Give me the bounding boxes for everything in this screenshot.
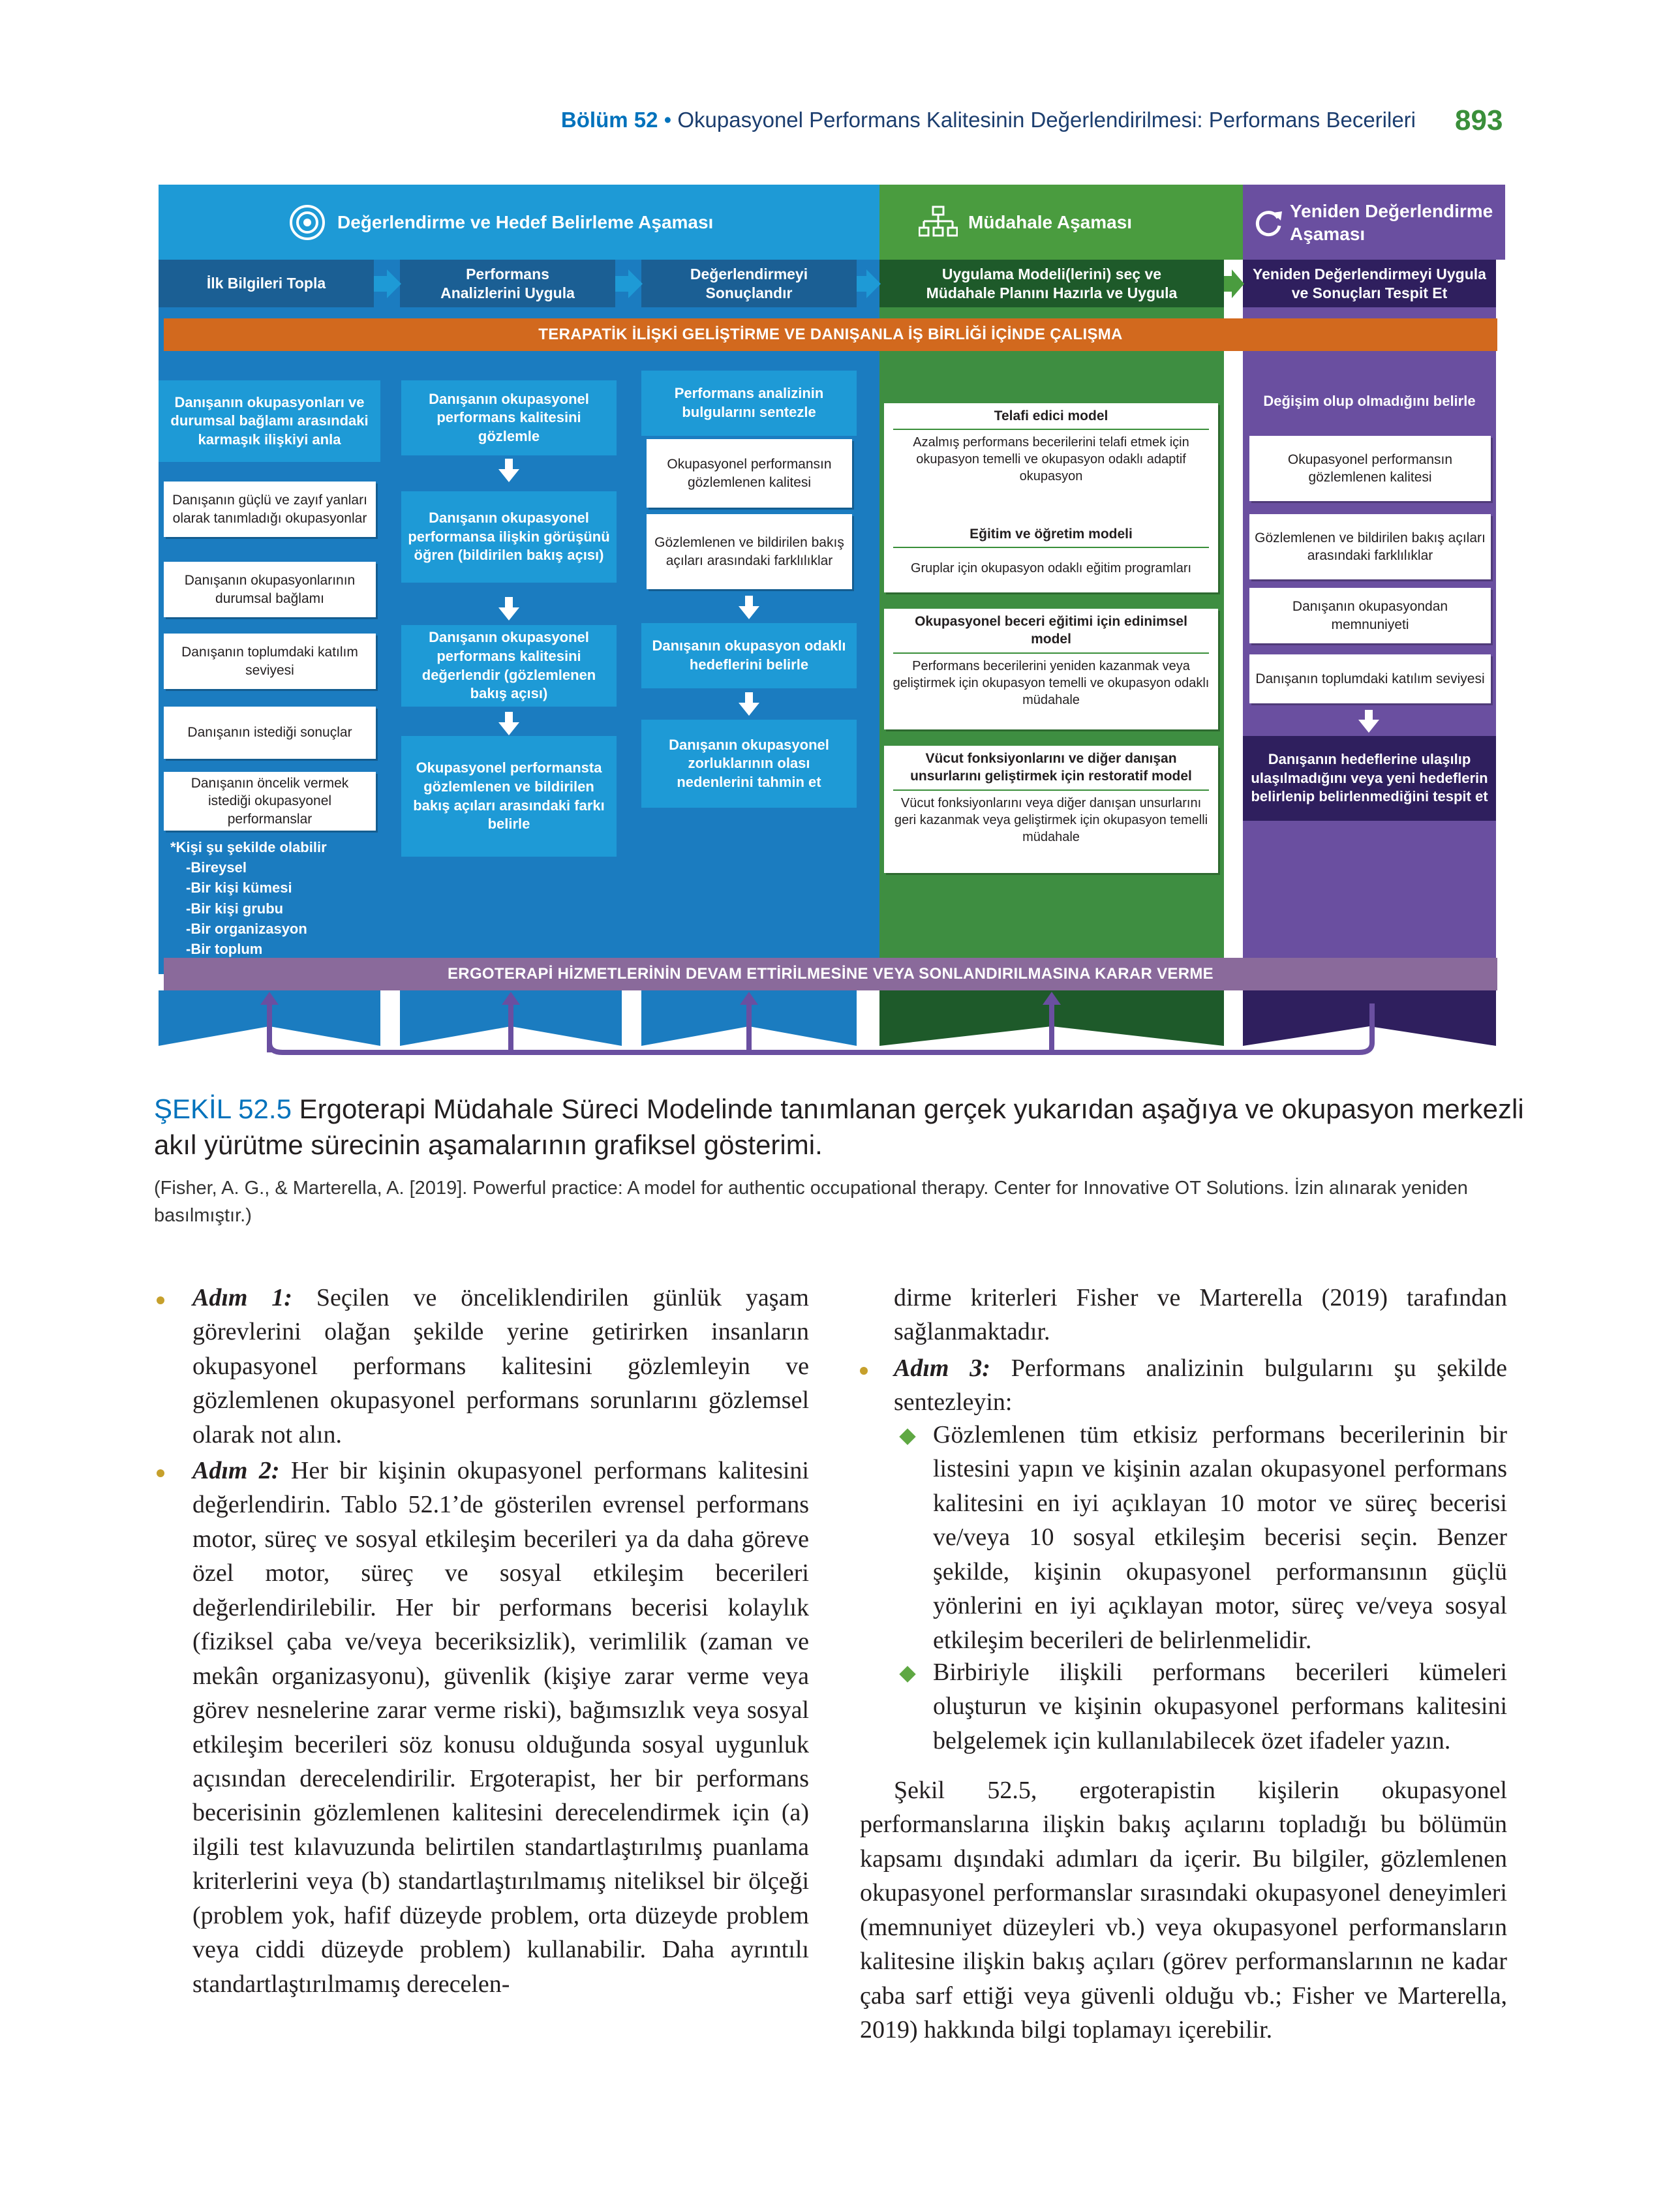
col1-card-4 [164,707,376,759]
col5-result-text: Danışanın hedeflerine ulaşılıp ulaşılmadığını veya yeni hedeflerin belirlenip belirlenmediğini tespit et [1251,751,1488,805]
page-number: 893 [1455,104,1503,136]
bottom-band [164,958,1497,990]
phase-assessment-label: Değerlendirme ve Hedef Belirleme Aşaması [337,211,714,232]
feedback-loop-arrows [159,990,1496,1056]
col5-card-2-text: Gözlemlenen ve bildirilen bakış açıları arasındaki farklılıklar [1255,530,1486,563]
col1-card-3 [164,634,376,689]
col5-heading [1243,380,1496,423]
col1-card-2 [164,562,376,617]
col3-item-1 [641,623,857,688]
col2-item-3 [401,625,617,707]
col1-note-item: -Bireysel [186,859,247,876]
step-arrows [159,269,1496,302]
down-arrow-stem [505,712,513,722]
figure-caption-text: Ergoterapi Müdahale Süreci Modelinde tanımlanan gerçek yukarıdan aşağıya ve okupasyon merkezli akıl yürütme sürecinin aşamalarının grafiksel gösterimi. [154,1094,1524,1161]
col3-heading [641,371,857,436]
step2-continuation [894,1281,1507,1349]
col5-card-4-text: Danışanın toplumdaki katılım seviyesi [1255,671,1485,686]
col3-card-2-text: Gözlemlenen ve bildirilen bakış açıları arasındaki farklılıklar [654,535,844,568]
phase-intervention-label: Müdahale Aşaması [968,211,1133,232]
col5-heading-text: Değişim olup olmadığını belirle [1263,393,1476,410]
running-header [418,108,1416,132]
phase-reassessment-label: Yeniden Değerlendirme Aşaması [1290,200,1493,244]
down-arrow-stem [505,459,513,469]
down-arrow-icon [739,606,759,619]
header-bullet: • [664,108,672,132]
step-intervention-plan-label: Uygulama Modeli(lerini) seç ve Müdahale Planını Hazırla ve Uygula [926,265,1178,301]
step2-text: Her bir kişinin okupasyonel performans kalitesini değerlendirin. Tablo 52.1’de gösterilen evrensel performans motor, süreç ve sosyal etkileşim becerileri ya da daha göreve özel motor, süreç ve sosyal etkileşim becerileri değerlendirilebilir. Her bir performans becerisi kolaylık (fiziksel çaba ve/veya beceriksizlik), verimlilik (zaman ve mekân organizasyonu), güvenlik (kişiye zarar verme veya görev nesnelerine zarar verme riski), bağımsızlık veya sosyal etkileşim becerileri söz konusu olduğunda sosyal uygunluk açısından derecelendirilir. Ergoterapist, her bir performans becerisinin gözlemlenen kalitesini derecelendirmek için (a) ilgili test kılavuzunda belirtilen standartlaştırılmış puanlama kriterlerini veya (b) standartlaştırılmamış niteliksel bir ölçeği (problem yok, hafif düzeyde problem, orta düzeyde problem veya ciddi düzeyde problem) kullanabilir. Daha ayrıntılı standartlaştırılmamış derecelen- [192,1457,809,1998]
col1-note-item: -Bir toplum [186,941,263,958]
top-band [164,318,1497,351]
step1-text: Seçilen ve önceliklendirilen günlük yaşam görevlerini olağan şekilde yerine getirirken insanların okupasyonel performans kalitesini gözlemleyin ve gözlemlenen okupasyonel performans sorunlarını gözlemsel olarak not alın. [192,1284,809,1448]
col5-card-3 [1249,588,1491,643]
col5-card-1 [1249,436,1491,501]
col1-note-title: *Kişi şu şekilde olabilir [170,839,327,855]
col1-note [170,837,366,959]
down-arrow-stem [745,692,753,703]
figure-caption [154,1091,1524,1163]
down-arrow-icon [498,722,519,735]
down-arrow-stem [505,597,513,607]
col1-card-1 [164,482,376,537]
chapter-title: Okupasyonel Performans Kalitesinin Değerlendirilmesi: Performans Becerileri [677,108,1416,132]
down-arrow-icon [1358,720,1379,733]
col3-item-2-text: Danışanın okupasyonel zorluklarının olası nedenlerini tahmin et [669,736,829,790]
step3-label: Adım 3: [894,1355,990,1382]
col1-card-4-text: Danışanın istediği sonuçlar [187,725,352,741]
col1-note-item: -Bir organizasyon [186,920,307,937]
figure-source: (Fisher, A. G., & Marterella, A. [2019]. Powerful practice: A model for authentic occupational therapy. Center for Innovative OT Solutions. İzin alınarak yeniden basılmıştır.) [154,1178,1468,1227]
col3-card-1 [647,439,852,508]
col2-item-2-text: Danışanın okupasyonel performansa ilişkin görüşünü öğren (bildirilen bakış açısı) [408,510,610,564]
model-compensatory-desc: Azalmış performans becerilerini telafi etmek için okupasyon temelli ve okupasyon odaklı adaptif okupasyon [913,435,1189,484]
step1-label: Adım 1: [192,1284,292,1311]
model-acquisitional-desc: Performans becerilerini yeniden kazanmak veya geliştirmek için okupasyon temelli ve okupasyon odaklı müdahale [893,658,1210,707]
phase-reassessment [1243,185,1505,260]
col2-item-1-text: Danışanın okupasyonel performans kalitesini gözlemle [429,390,589,444]
step-performance-analysis-label: Performans Analizlerini Uygula [440,265,575,301]
col5-card-1-text: Okupasyonel performansın gözlemlenen kalitesi [1287,452,1453,485]
col1-card-3-text: Danışanın toplumdaki katılım seviyesi [181,645,358,678]
model-acquisitional [884,609,1218,729]
step2-label: Adım 2: [192,1457,280,1484]
col3-heading-text: Performans analizinin bulgularını sentezle [674,385,824,420]
model-education-desc: Gruplar için okupasyon odaklı eğitim programları [910,561,1192,576]
col2-item-4-text: Okupasyonel performansta gözlemlenen ve bildirilen bakış açıları arasındaki farkı belirle [413,759,605,833]
step3-text: Performans analizinin bulgularını şu şekilde sentezleyin: [894,1355,1507,1416]
model-restorative-desc: Vücut fonksiyonlarını veya diğer danışan unsurlarını geri kazanmak veya geliştirmek için okupasyon temelli müdahale [894,795,1208,844]
col3-card-2 [647,514,852,589]
down-arrow-icon [498,469,519,482]
figure-label: ŞEKİL 52.5 [154,1094,292,1124]
col5-card-2 [1249,514,1491,579]
step-gather-info-label: İlk Bilgileri Topla [206,275,326,292]
phase-intervention [879,185,1263,260]
col1-card-5-text: Danışanın öncelik vermek istediği okupasyonel performanslar [191,776,349,827]
col3-item-1-text: Danışanın okupasyon odaklı hedeflerini belirle [652,637,846,673]
bottom-band-label: ERGOTERAPİ HİZMETLERİNİN DEVAM ETTİRİLMESİNE VEYA SONLANDIRILMASINA KARAR VERME [448,965,1214,983]
col3-card-1-text: Okupasyonel performansın gözlemlenen kalitesi [667,457,832,490]
col1-heading [159,380,380,462]
step1-paragraph [192,1281,809,1452]
model-compensatory-title: Telafi edici model [893,403,1209,430]
model-education-title: Eğitim ve öğretim modeli [893,517,1209,548]
model-restorative-title: Vücut fonksiyonlarını ve diğer danışan unsurlarını geliştirmek için restoratif model [893,746,1209,791]
col2-item-2 [401,491,617,583]
col5-result [1243,736,1496,821]
chapter-label: Bölüm 52 [560,108,658,132]
bullet-icon [157,1469,164,1477]
col3-item-2 [641,720,857,808]
refresh-icon [1252,206,1285,239]
col2-item-3-text: Danışanın okupasyonel performans kalitesini değerlendir (gözlemlenen bakış açısı) [421,629,596,702]
model-education [884,517,1218,592]
model-restorative [884,746,1218,873]
down-arrow-icon [498,607,519,620]
bullet-icon [860,1367,868,1375]
closing-paragraph-text: Şekil 52.5, ergoterapistin kişilerin okupasyonel performanslarına ilişkin bakış açılarını topladığı bu bölümün kapsamı dışındaki adımları da içerir. Bu bilgiler, gözlemlenen okupasyonel performanslar sırasındaki okupasyonel deneyimleri (memnuniyet düzeyleri vb.) veya okupasyonel performansların kalitesine ilişkin bakış açıları (görev performanslarının ne kadar çaba sarf ettiği veya güvenli olduğu vb.; Fisher ve Marterella, 2019) hakkında bilgi toplamayı içerebilir. [860,1777,1507,2044]
step-reassess-label: Yeniden Değerlendirmeyi Uygula ve Sonuçları Tespit Et [1253,265,1486,301]
step3-paragraph [894,1351,1507,1420]
col2-item-4 [401,736,617,857]
process-diagram [159,185,1496,1056]
col1-heading-text: Danışanın okupasyonları ve durumsal bağlamı arasındaki karmaşık ilişkiyi anla [170,393,369,448]
col5-card-3-text: Danışanın okupasyondan memnuniyeti [1292,599,1448,632]
model-acquisitional-title: Okupasyonel beceri eğitimi için edinimsel model [893,609,1209,654]
phase-assessment [159,185,986,260]
step2-paragraph [192,1454,809,2001]
col1-note-item: -Bir kişi grubu [186,900,284,917]
diamond-bullet-icon [899,1666,915,1682]
col5-card-4 [1249,654,1491,703]
model-compensatory [884,403,1218,517]
col2-item-1 [401,380,617,455]
down-arrow-icon [739,703,759,716]
col1-card-2-text: Danışanın okupasyonlarının durumsal bağlamı [184,573,356,606]
closing-paragraph [860,1773,1507,2047]
col1-note-item: -Bir kişi kümesi [186,880,292,896]
org-chart-icon [919,206,958,239]
diamond-bullet-icon [899,1428,915,1445]
step3-sub1: Gözlemlenen tüm etkisiz performans becerilerinin bir listesini yapın ve kişinin azalan okupasyonel performans kalitesini en iyi açıklayan 10 motor ve süreç becerisi ve/veya 10 sosyal etkileşim becerisi seçin. Benzer şekilde, kişinin okupasyonel performansının güçlü yönlerini en iyi açıklayan motor, süreç ve/veya sosyal etkileşim becerileri de belirlenmelidir. [933,1421,1507,1654]
col1-card-1-text: Danışanın güçlü ve zayıf yanları olarak tanımladığı okupasyonlar [172,493,367,526]
bullet-icon [157,1296,164,1304]
top-band-label: TERAPATİK İLİŞKİ GELİŞTİRME VE DANIŞANLA İŞ BİRLİĞİ İÇİNDE ÇALIŞMA [538,326,1123,343]
down-arrow-stem [745,596,753,606]
target-icon [289,204,326,241]
down-arrow-stem [1365,710,1373,720]
step-finalize-assessment-label: Değerlendirmeyi Sonuçlandır [690,265,808,301]
col1-card-5 [164,772,376,831]
step2-continuation-text: dirme kriterleri Fisher ve Marterella (2019) tarafından sağlanmaktadır. [894,1284,1507,1346]
step3-sub2: Birbiriyle ilişkili performans becerileri kümeleri oluşturun ve kişinin okupasyonel performans kalitesini belgelemek için kullanılabilecek özet ifadeler yazın. [933,1659,1507,1754]
